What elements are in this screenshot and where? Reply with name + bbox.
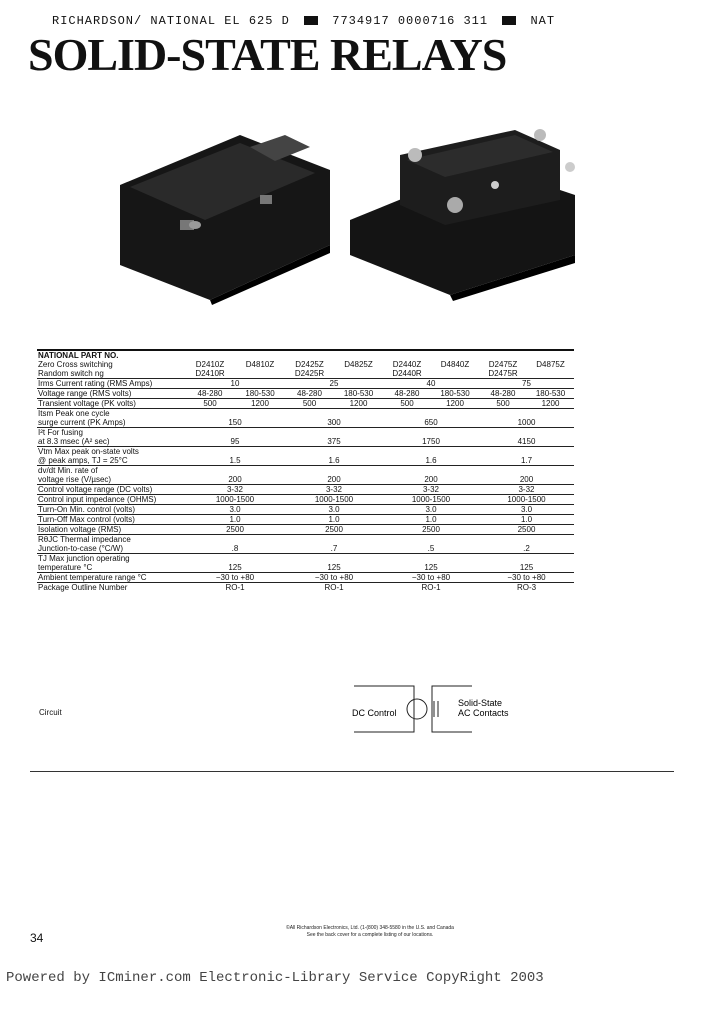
spec-value: RO-1 <box>185 583 285 593</box>
spec-value: .8 <box>185 535 285 554</box>
header-code: 7734917 0000716 311 <box>332 14 489 28</box>
spec-value: 40 <box>383 379 479 389</box>
part-number-random: D2425R <box>294 369 325 378</box>
part-number-zero: D4840Z <box>440 360 470 369</box>
spec-label-line1: Vtm Max peak on-state volts <box>38 447 139 456</box>
spec-value: 180-530 <box>431 389 479 399</box>
relay-photo-left <box>110 125 340 305</box>
spec-value: 1000-1500 <box>479 495 574 505</box>
spec-row <box>37 399 574 409</box>
spec-label <box>37 583 185 593</box>
spec-row <box>37 583 574 593</box>
spec-value: 1000-1500 <box>285 495 383 505</box>
spec-label <box>37 447 185 466</box>
spec-label-line1: Isolation voltage (RMS) <box>38 525 122 534</box>
spec-value: RO-1 <box>383 583 479 593</box>
part-number-cell <box>479 350 527 379</box>
spec-value: 25 <box>285 379 383 389</box>
spec-label <box>37 389 185 399</box>
part-number-zero: D2425Z <box>295 360 324 369</box>
spec-row <box>37 535 574 554</box>
spec-label-line1: dv/dt Min. rate of <box>38 466 98 475</box>
spec-value: .2 <box>479 535 574 554</box>
spec-value: 1.6 <box>285 447 383 466</box>
spec-label-line1: Turn-Off Max control (volts) <box>38 515 135 524</box>
spec-value: 1.7 <box>479 447 574 466</box>
spec-label-line1: Control input impedance (OHMS) <box>38 495 157 504</box>
spec-value: 48-280 <box>479 389 527 399</box>
circuit-diagram <box>352 684 532 744</box>
spec-label <box>37 505 185 515</box>
spec-value: 500 <box>285 399 334 409</box>
spec-label <box>37 399 185 409</box>
part-number-cell <box>527 350 574 379</box>
spec-label <box>37 525 185 535</box>
header-block-mark <box>502 16 516 25</box>
spec-value: 1.0 <box>383 515 479 525</box>
circuit-label: Circuit <box>39 708 62 717</box>
spec-value: RO-1 <box>285 583 383 593</box>
part-number-cell <box>285 350 334 379</box>
spec-row <box>37 505 574 515</box>
spec-label-line1: Itsm Peak one cycle <box>38 409 110 418</box>
part-number-random: D2475R <box>488 369 518 378</box>
spec-value: 48-280 <box>383 389 431 399</box>
spec-row <box>37 554 574 573</box>
spec-value: 3-32 <box>285 485 383 495</box>
circuit-ac-line2: AC Contacts <box>458 708 509 718</box>
spec-value: 2500 <box>383 525 479 535</box>
spec-row <box>37 485 574 495</box>
spec-value: 48-280 <box>185 389 235 399</box>
header-company: RICHARDSON/ NATIONAL EL 625 D <box>52 14 290 28</box>
spec-label-line1: Package Outline Number <box>38 583 128 592</box>
spec-value: 500 <box>479 399 527 409</box>
part-number-random: D2410R <box>195 369 225 378</box>
spec-value: 650 <box>383 409 479 428</box>
part-number-cell <box>383 350 431 379</box>
spec-value: 1000 <box>479 409 574 428</box>
spec-row <box>37 409 574 428</box>
spec-value: 3.0 <box>185 505 285 515</box>
spec-value: 125 <box>185 554 285 573</box>
spec-value: 375 <box>285 428 383 447</box>
part-number-zero: D4810Z <box>245 360 275 369</box>
spec-value: 180-530 <box>235 389 285 399</box>
part-number-zero: D4825Z <box>344 360 373 369</box>
part-number-random: D2440R <box>392 369 422 378</box>
spec-label-line1: Transient voltage (PK volts) <box>38 399 136 408</box>
divider <box>30 771 674 772</box>
spec-table <box>37 349 574 592</box>
zero-cross-label: Zero Cross switching <box>38 360 113 369</box>
spec-label <box>37 379 185 389</box>
spec-value: RO-3 <box>479 583 574 593</box>
spec-value: 200 <box>383 466 479 485</box>
powered-by-banner: Powered by ICminer.com Electronic-Library Service CopyRight 2003 <box>6 970 544 986</box>
spec-value: 125 <box>285 554 383 573</box>
spec-label-line1: RθJC Thermal impedance <box>38 535 131 544</box>
circuit-dc-control: DC Control <box>352 708 397 718</box>
spec-value: 500 <box>185 399 235 409</box>
spec-value: 2500 <box>479 525 574 535</box>
spec-label-line2: Junction-to-case (°C/W) <box>38 544 123 553</box>
spec-value: −30 to +80 <box>479 573 574 583</box>
spec-value: 1750 <box>383 428 479 447</box>
spec-row <box>37 428 574 447</box>
spec-label-line1: Control voltage range (DC volts) <box>38 485 153 494</box>
relay-photo-right <box>345 125 595 305</box>
spec-value: .7 <box>285 535 383 554</box>
spec-value: 3-32 <box>383 485 479 495</box>
spec-label-line1: Turn-On Min. control (volts) <box>38 505 136 514</box>
spec-label-line1: Irms Current rating (RMS Amps) <box>38 379 153 388</box>
header-tag: NAT <box>530 14 556 28</box>
footer-line1: ©All Richardson Electronics, Ltd. (1-(800) 348-5580 in the U.S. and Canada <box>286 925 454 931</box>
spec-label-line2: surge current (PK Amps) <box>38 418 126 427</box>
part-number-heading-cell <box>37 350 185 379</box>
spec-value: 1200 <box>235 399 285 409</box>
part-number-cell <box>334 350 383 379</box>
spec-label <box>37 409 185 428</box>
spec-value: 3.0 <box>479 505 574 515</box>
spec-row <box>37 573 574 583</box>
spec-label <box>37 495 185 505</box>
footer-line2: See the back cover for a complete listing of our locations. <box>306 932 434 938</box>
spec-value: 1000-1500 <box>185 495 285 505</box>
spec-value: 2500 <box>285 525 383 535</box>
spec-value: 95 <box>185 428 285 447</box>
spec-value: 200 <box>479 466 574 485</box>
spec-value: 150 <box>185 409 285 428</box>
spec-label-line2: temperature °C <box>38 563 93 572</box>
spec-row <box>37 495 574 505</box>
spec-value: 48-280 <box>285 389 334 399</box>
spec-label-line1: I²t For fusing <box>38 428 83 437</box>
part-number-zero: D2410Z <box>195 360 225 369</box>
part-number-cell <box>185 350 235 379</box>
spec-label <box>37 466 185 485</box>
spec-value: 3-32 <box>185 485 285 495</box>
part-number-zero: D2440Z <box>392 360 422 369</box>
footer-note <box>230 925 510 939</box>
spec-value: 3-32 <box>479 485 574 495</box>
spec-value: 200 <box>185 466 285 485</box>
spec-row <box>37 515 574 525</box>
part-number-heading: NATIONAL PART NO. <box>38 351 119 360</box>
page-title: SOLID-STATE RELAYS <box>28 29 507 80</box>
spec-value: 1.5 <box>185 447 285 466</box>
part-number-row <box>37 350 574 379</box>
spec-label-line2: voltage rise (V/µsec) <box>38 475 112 484</box>
part-number-zero: D4875Z <box>536 360 565 369</box>
spec-row <box>37 389 574 399</box>
spec-value: 3.0 <box>383 505 479 515</box>
spec-value: 1.0 <box>285 515 383 525</box>
spec-value: 1200 <box>334 399 383 409</box>
part-number-zero: D2475Z <box>488 360 518 369</box>
spec-value: 1.0 <box>185 515 285 525</box>
spec-row <box>37 466 574 485</box>
header-block-mark <box>304 16 318 25</box>
spec-label-line2: at 8.3 msec (A² sec) <box>38 437 110 446</box>
spec-value: 3.0 <box>285 505 383 515</box>
spec-value: 500 <box>383 399 431 409</box>
spec-value: 300 <box>285 409 383 428</box>
spec-value: 125 <box>479 554 574 573</box>
spec-row <box>37 447 574 466</box>
spec-value: 4150 <box>479 428 574 447</box>
spec-value: 200 <box>285 466 383 485</box>
spec-label-line2: @ peak amps, TJ = 25°C <box>38 456 128 465</box>
spec-label-line1: Ambient temperature range °C <box>38 573 147 582</box>
spec-label <box>37 554 185 573</box>
spec-value: 75 <box>479 379 574 389</box>
spec-value: 180-530 <box>527 389 574 399</box>
spec-label <box>37 535 185 554</box>
spec-value: 125 <box>383 554 479 573</box>
spec-row <box>37 379 574 389</box>
spec-label <box>37 428 185 447</box>
spec-label <box>37 515 185 525</box>
circuit-ac-line1: Solid-State <box>458 698 503 708</box>
spec-value: 180-530 <box>334 389 383 399</box>
spec-value: .5 <box>383 535 479 554</box>
part-number-cell <box>431 350 479 379</box>
spec-label-line1: TJ Max junction operating <box>38 554 130 563</box>
document-header <box>52 14 692 28</box>
spec-value: 1.0 <box>479 515 574 525</box>
page-number: 34 <box>30 931 44 945</box>
spec-value: −30 to +80 <box>285 573 383 583</box>
part-number-cell <box>235 350 285 379</box>
spec-value: −30 to +80 <box>383 573 479 583</box>
spec-value: 1200 <box>527 399 574 409</box>
spec-value: 2500 <box>185 525 285 535</box>
spec-value: 1.6 <box>383 447 479 466</box>
spec-label <box>37 573 185 583</box>
spec-value: 10 <box>185 379 285 389</box>
spec-value: 1000-1500 <box>383 495 479 505</box>
spec-label-line1: Voltage range (RMS volts) <box>38 389 132 398</box>
spec-value: 1200 <box>431 399 479 409</box>
spec-value: −30 to +80 <box>185 573 285 583</box>
random-switching-label: Random switch ng <box>38 369 104 378</box>
spec-row <box>37 525 574 535</box>
spec-label <box>37 485 185 495</box>
